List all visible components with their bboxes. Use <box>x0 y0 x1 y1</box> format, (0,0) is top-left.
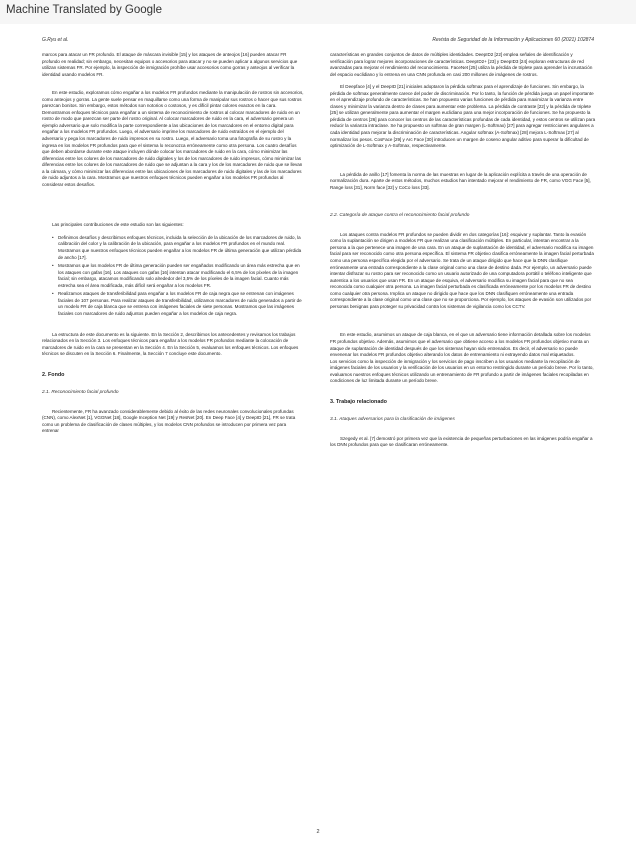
list-item: • Definimos desafíos y describimos enfoques técnicos, incluida la selección de la ubicación de los marcadores de ruido, la calibración del color y la calibración de la ubicación, para engañar a los modelos FR profundos en el mundo real. Mostramos que nuestros enfoques técnicos pueden engañar a los modelos FR de última generación que utilizan pérdida de ancho [17]. <box>52 235 304 261</box>
paragraph: Recientemente, FR ha avanzado considerablemente debido al éxito de las redes neuronales convolucionales profundas (CNN), como AlexNet [1], VGGNet [18], Google Inception Net [19] y ResNet [20]. En Deep Face [4] y DeepID [21], FR se trata como un problema de clasificación de clases múltiples, y los modelos CNN profundos se introducen por primera vez para entrenar <box>42 408 296 434</box>
paragraph: La pérdida de anillo [17] fomenta la norma de las muestras en lugar de la aplicación explícita a través de una operación de normalización dura. Aparte de estos métodos, muchos estudios han intentado mejorar el rendimiento de FR, como VGG Face [5], Range loss [31], Norm face [32] y CoCo loss [33]. <box>330 171 591 190</box>
right-column <box>330 52 596 449</box>
banner-title: Machine Translated by Google <box>6 4 162 16</box>
section-heading: 3. Trabajo relacionado <box>330 398 387 405</box>
paragraph: El Deepface [4] y el DeepID [21] iniciales adoptaron la pérdida softmax para el aprendizaje de funciones. Sin embargo, la pérdida de softmax generalmente carece del poder de discriminación. Por lo tanto, la función de pérdida juega un papel importante en el aprendizaje profundo de características. Se han propuesto varias funciones de pérdida para maximizar la varianza entre clases y minimizar la varianza dentro de clases para aumentar este problema. La pérdida de contraste [22] y la pérdida de triplete [25] se utilizan generalmente para aumentar el margen euclidiano para una mejor incorporación de funciones. Se ha propuesto la pérdida de centros [26] para conocer los centros de las características profundas de cada identidad, y estos centros se utilizan para reducir la varianza intraclase. Se ha propuesto un softmax de gran margen (L-Softmax) [27] para agregar restricciones angulares a cada identidad para mejorar la discriminación de características. Angular softmax (A-Softmax) [28] mejora L-Softmax [27] al normalizar los pesos. CosFace [29] y Arc Face [30] introducen un margen de coseno angular aditivo para superar la dificultad de optimización de L-Softmax y A-Softmax, respectivamente. <box>330 84 596 149</box>
left-column <box>42 52 304 435</box>
paragraph: Los ataques contra modelos FR profundos se pueden dividir en dos categorías [16]: esquivar y suplantar. Tanto la evasión como la suplantación se dirigen a modelos FR que realizan una clasificación múltiples. En particular, intentan encontrar a la persona a la que pertenece una imagen de una cara. En un ataque de suplantación de identidad, el adversario modifica su imagen facial para ser reconocido como otra persona específica. El sistema FR objetivo clasifica erróneamente la imagen facial perturbada como una persona específica elegida por el adversario. Se trata de un ataque dirigido que hace que la DNN clasifique erróneamente una entrada correspondiente a la clase original como una clase de destino dada. Por ejemplo, un adversario puede intentar disfrazar su rostro para ser reconocido como un usuario autorizado de una computadora portátil o teléfono inteligente que autentica a los usuarios que usan FR. En un ataque de esquiva, el adversario modifica su imagen facial para que no sea reconocida como cualquier otra persona. La imagen facial perturbada es clasificada erróneamente por los modelos FR de destino como cualquier otra persona. Implica un ataque no dirigido que hace que los DNN clasifiquen erróneamente una entrada correspondiente a la clase original como una clase que no se proporciona. Por ejemplo, los ataques de evasión son utilizados por personas benignas para proteger su privacidad contra los sistemas de vigilancia como los CCTV. <box>330 231 594 309</box>
paragraph: marcos para atacar un FR profundo. El ataque de máscara invisible [15] y los ataques de anteojos [16] pueden atacar FR profundo en realidad; sin embargo, necesitan equipos o accesorios para atacar y no se pueden aplicar a algunos servicios que utilizan sistemas FR. Por ejemplo, la inspección de inmigración prohíbe usar accesorios como gorras y anteojos al verificar la identidad usando modelos FR. <box>42 52 298 77</box>
paragraph: características en grandes conjuntos de datos de múltiples identidades. DeepID2 [22] emplea señales de identificación y verificación para lograr mejores incorporaciones de características. DeepID2+ [23] y DeepID3 [24] exploran estructuras de red avanzadas para mejorar el rendimiento del reconocimiento. FaceNet [25] utiliza la pérdida de triplete para aprender la incrustación del espacio euclidiano y lo entrena en una CNN profunda en casi 200 millones de imágenes de rostros. <box>330 52 593 77</box>
page-number: 2 <box>316 829 320 835</box>
machine-translation-banner <box>0 0 636 24</box>
subsection-heading: 2.2. Categoría de ataque contra el reconocimiento facial profundo <box>330 213 470 219</box>
running-header-authors: G.Ryu et al. <box>42 37 69 43</box>
paragraph: La estructura de este documento es la siguiente. En la Sección 2, describimos los antecedentes y revisamos los trabajos relacionados en la Sección 3. Los enfoques técnicos para engañar a los modelos FR profundos mediante la colocación de marcadores de ruido en la cara se presentan en la Sección 4. En la Sección 5, evaluamos los enfoques técnicos. Los enfoques técnicos se discuten en la Sección 6. Finalmente, la Sección 7 concluye este documento. <box>42 331 299 357</box>
contributions-intro: Las principales contribuciones de este estudio son las siguientes: <box>52 222 184 228</box>
list-item: • Mostramos que los modelos FR de última generación pueden ser engañados modificando un área más estrecha que en los ataques con gafas [16]. Los ataques con gafas [16] intentan atacar modificando el 6,5% de los píxeles de la imagen facial; sin embargo, atacamos modificando solo alrededor del 3,5% de los píxeles de la imagen facial. Cuanto más estrecha sea el área modificada, más difícil será engañar a los modelos FR. <box>52 263 304 289</box>
paragraph: Szegedy et al. [7] demostró por primera vez que la existencia de pequeñas perturbaciones en las imágenes podría engañar a los DNN profundos para que se clasificaran erróneamente. <box>330 435 593 448</box>
subsection-heading: 3.1. Ataques adversarios para la clasificación de imágenes <box>330 417 455 423</box>
paragraph: Los servicios como la inspección de inmigración y los servicios de pago inscriben a los usuarios mediante la recopilación de imágenes faciales de los usuarios y la verificación de los usuarios en un entorno restringido durante un período breve. Por lo tanto, evaluamos nuestros enfoques técnicos utilizando un entrenamiento de FR profundo a partir de imágenes faciales recopiladas en condiciones de luz limitada durante un período breve. <box>330 358 594 384</box>
subsection-heading: 2.1. Reconocimiento facial profundo <box>42 390 119 396</box>
paragraph: En este estudio, asumimos un ataque de caja blanca, en el que un adversario tiene información detallada sobre los modelos FR profundos objetivo. Además, asumimos que el adversario que obtiene acceso a los modelos FR profundos objetivo monta un ataque de suplantación de identidad después de que los sistemas hayan sido entrenados. Es decir, el adversario no puede envenenar los modelos FR profundos objetivo alterando los datos de entrenamiento ni extrayendo datos mal etiquetados. <box>330 332 591 358</box>
running-header-journal: Revista de Seguridad de la Información y Aplicaciones 60 (2021) 102874 <box>432 37 594 43</box>
section-heading: 2. Fondo <box>42 371 65 378</box>
paragraph: En este estudio, exploramos cómo engañar a los modelos FR profundos mediante la manipulación de rostros sin accesorios, como anteojos y gorras. La gente suele pensar en maquillarse como una forma de manipular sus rostros o hacer que sus rostros parezcan bonitos. Sin embargo, estos métodos son notorios o costosos, y es difícil pintar colores exactos en la cara. Demostramos enfoques técnicos para engañar a un sistema de reconocimiento de rostros al colocar marcadores de ruido en un rostro de modo que parezcan ser parte del rostro original. Al colocar marcadores de ruido en la cara, el adversario genera un ejemplo adversario que solo modifica la parte correspondiente a las ubicaciones de los marcadores en el entorno digital para engañar a los modelos FR profundos. Luego, el adversario imprime los marcadores de ruido extraídos en el ejemplo del adversario y pega los marcadores de ruido impresos en su rostro. Luego, el adversario toma una fotografía de su rostro y la ingresa en los modelos FR profundos para que el sistema lo reconozca erróneamente como otra persona. Los cuatro desafíos que deben abordarse durante este ataque incluyen dónde colocar los marcadores de ruido en la cara, cómo minimizar las diferencias entre los colores de los marcadores de ruido digitales y los de los marcadores de ruido impresos, cómo minimizar las diferencias entre los colores de los marcadores de ruido que se adjuntan a la cara y los de los marcadores de ruido que se llevan a la cámara, y cómo minimizar las diferencias entre las ubicaciones de los marcadores de ruido digitales y las de los marcadores de ruido adjuntos a la cara. Mostramos que nuestros enfoques técnicos pueden engañar a los modelos FR profundos al considerar estos desafíos. <box>42 90 304 187</box>
contributions-list <box>42 235 304 318</box>
list-item: • Realizamos ataques de transferibilidad para engañar a los modelos FR de caja negra que se entrenan con imágenes faciales de 107 personas. Para realizar ataques de transferibilidad, utilizamos marcadores de ruido generados a partir de un modelo FR de caja blanca que se entrena con imágenes faciales de siete personas. Mostramos que las imágenes faciales con marcadores de ruido adjuntos pueden engañar a los modelos de caja negra. <box>52 291 304 317</box>
